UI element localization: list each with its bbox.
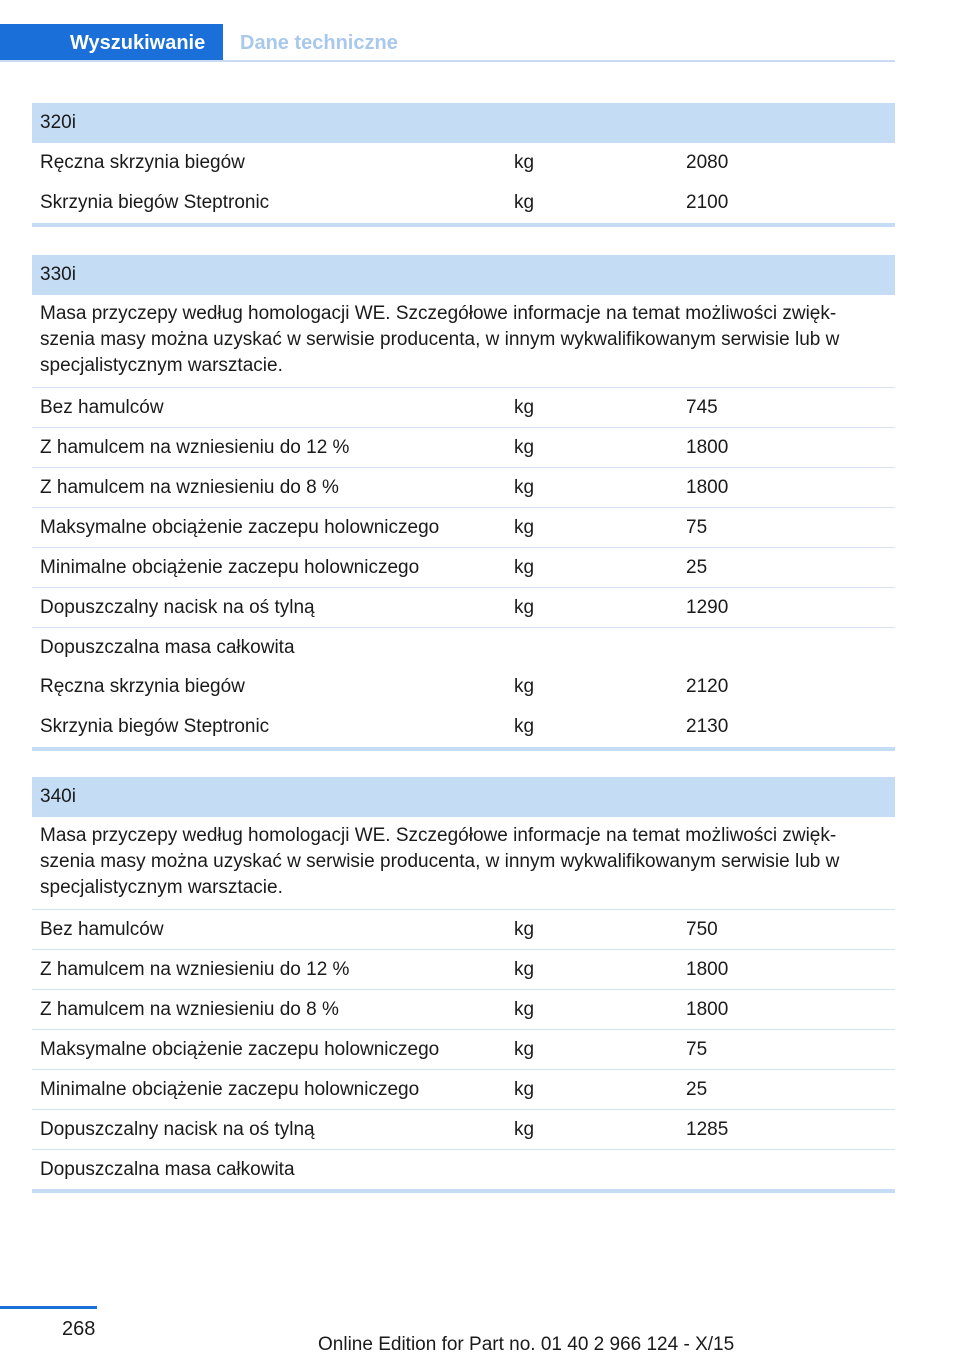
table-header: 320i [32,103,895,143]
table-row [32,507,895,547]
row-unit: kg [514,597,535,618]
table-end-rule [32,223,895,227]
row-value: 1800 [686,437,729,458]
table-row [32,1069,895,1109]
table-end-rule [32,747,895,751]
row-unit: kg [514,1119,535,1140]
row-unit: kg [514,517,535,538]
row-value: 2130 [686,716,729,737]
row-label: Dopuszczalna masa całkowita [40,1159,295,1180]
row-label: Ręczna skrzynia biegów [40,676,245,697]
row-value: 25 [686,1079,708,1100]
row-label: Dopuszczalna masa całkowita [40,637,295,658]
row-unit: kg [514,999,535,1020]
row-label: Z hamulcem na wzniesieniu do 8 % [40,477,339,498]
row-unit: kg [514,959,535,980]
table-row [32,1149,895,1189]
row-unit: kg [514,1079,535,1100]
row-value: 2120 [686,676,729,697]
row-value: 75 [686,1039,708,1060]
row-value: 1290 [686,597,729,618]
table-header: 340i [32,777,895,817]
row-unit: kg [514,716,535,737]
row-label: Minimalne obciążenie zaczepu holowniczego [40,557,420,578]
table-note: Masa przyczepy według homologacji WE. Szczegółowe informacje na temat możliwości zwięk-szenia masy można uzyskać w serwisie producenta, w innym wykwalifikowanym serwisie lub w specjalistycznym warsztacie. [40,825,840,898]
row-label: Bez hamulców [40,397,164,418]
row-value: 1800 [686,999,729,1020]
row-value: 745 [686,397,718,418]
row-unit: kg [514,676,535,697]
row-label: Dopuszczalny nacisk na oś tylną [40,1119,315,1140]
row-unit: kg [514,477,535,498]
tab-dane-techniczne[interactable]: Dane techniczne [240,32,398,54]
row-label: Z hamulcem na wzniesieniu do 12 % [40,959,350,980]
row-unit: kg [514,152,535,173]
table-320i [32,103,895,227]
row-unit: kg [514,919,535,940]
table-row [32,667,895,707]
table-row [32,587,895,627]
row-label: Skrzynia biegów Steptronic [40,192,270,213]
table-row [32,183,895,223]
page-number: 268 [62,1318,96,1340]
row-unit: kg [514,437,535,458]
table-row [32,467,895,507]
row-value: 750 [686,919,718,940]
row-label: Ręczna skrzynia biegów [40,152,245,173]
row-label: Z hamulcem na wzniesieniu do 12 % [40,437,350,458]
row-value: 75 [686,517,708,538]
row-value: 2080 [686,152,729,173]
row-label: Skrzynia biegów Steptronic [40,716,270,737]
table-row [32,707,895,747]
table-row [32,547,895,587]
row-value: 2100 [686,192,729,213]
row-label: Maksymalne obciążenie zaczepu holowniczego [40,517,440,538]
row-unit: kg [514,557,535,578]
table-row [32,1029,895,1069]
row-unit: kg [514,192,535,213]
table-end-rule [32,1189,895,1193]
row-unit: kg [514,1039,535,1060]
table-row [32,143,895,183]
row-value: 1285 [686,1119,729,1140]
row-label: Maksymalne obciążenie zaczepu holowniczego [40,1039,440,1060]
table-row [32,427,895,467]
table-row [32,1109,895,1149]
table-header: 330i [32,255,895,295]
row-label: Z hamulcem na wzniesieniu do 8 % [40,999,339,1020]
table-row [32,989,895,1029]
row-value: 25 [686,557,708,578]
table-row [32,387,895,427]
tab-wyszukiwanie[interactable]: Wyszukiwanie [0,24,223,62]
row-label: Dopuszczalny nacisk na oś tylną [40,597,315,618]
table-340i [32,777,895,1193]
page-header [0,0,960,62]
row-label: Bez hamulców [40,919,164,940]
table-note: Masa przyczepy według homologacji WE. Szczegółowe informacje na temat możliwości zwięk-szenia masy można uzyskać w serwisie producenta, w innym wykwalifikowanym serwisie lub w specjalistycznym warsztacie. [40,303,840,376]
table-row [32,949,895,989]
table-330i [32,255,895,751]
header-divider [0,60,895,62]
row-label: Minimalne obciążenie zaczepu holowniczego [40,1079,420,1100]
row-value: 1800 [686,959,729,980]
table-row [32,627,895,667]
table-row [32,909,895,949]
row-value: 1800 [686,477,729,498]
edition-note: Online Edition for Part no. 01 40 2 966 124 - X/15 [318,1334,735,1355]
footer-rule [0,1306,97,1309]
row-unit: kg [514,397,535,418]
